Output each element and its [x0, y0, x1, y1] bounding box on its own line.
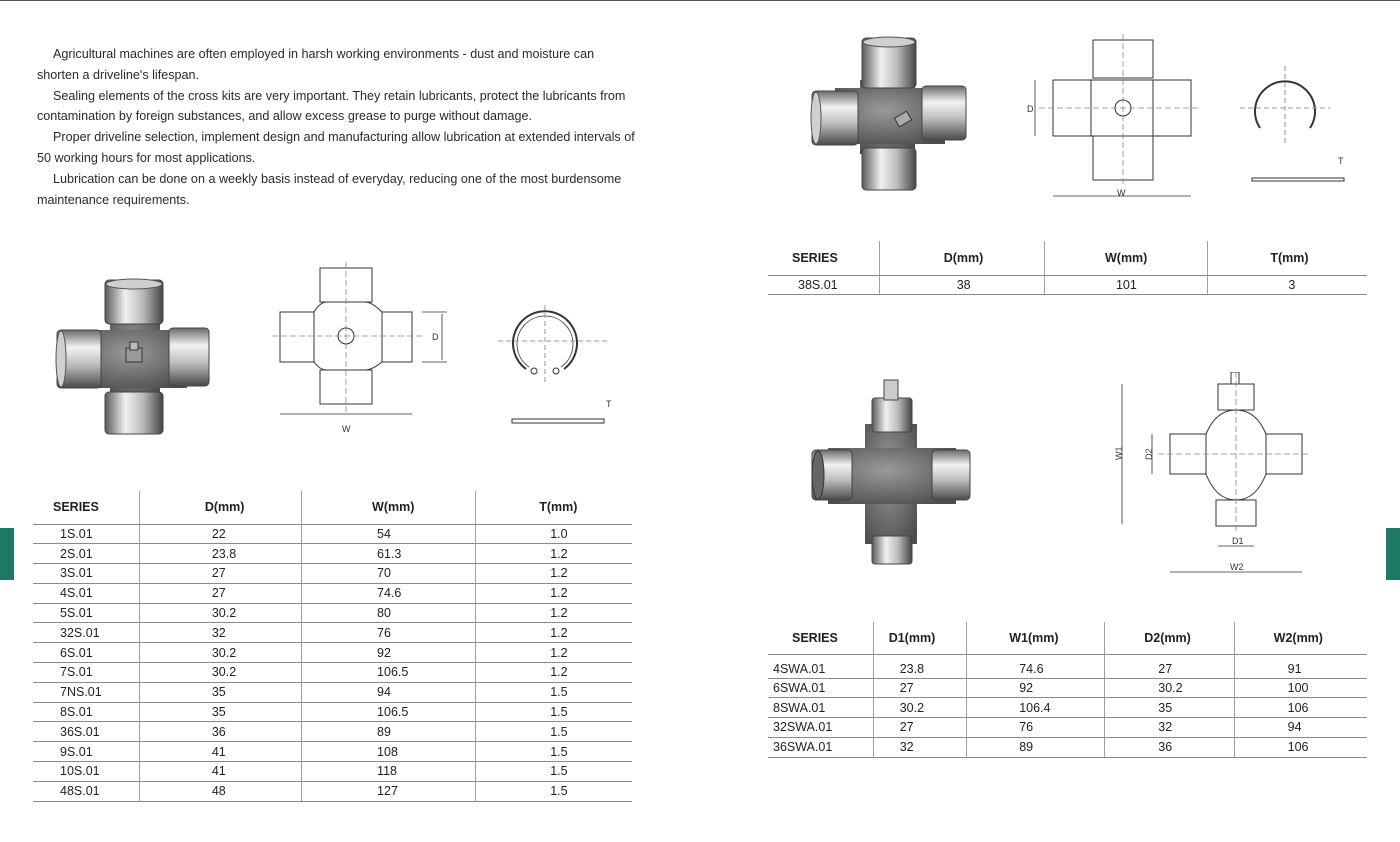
table-header-row	[33, 491, 632, 524]
table-cell: 32	[1105, 718, 1234, 738]
table-body	[33, 524, 632, 801]
table-cell: 1.5	[476, 702, 632, 722]
table-cell: 2S.01	[33, 544, 139, 564]
table-cell: 108	[302, 742, 476, 762]
table-cell: 101	[1044, 275, 1207, 295]
dim-d1-label: D1	[1232, 536, 1244, 546]
table-cell: 74.6	[302, 583, 476, 603]
table-row	[33, 702, 632, 722]
universal-joint-swa-image	[810, 378, 975, 573]
table-header-row	[768, 622, 1367, 654]
table-cell: 35	[139, 702, 301, 722]
table-row	[768, 698, 1367, 718]
table-cell: 30.2	[139, 663, 301, 683]
table-cell: 36SWA.01	[768, 737, 873, 757]
table-cell: 80	[302, 603, 476, 623]
table-cell: 1.2	[476, 564, 632, 584]
table-cell: 30.2	[1105, 678, 1234, 698]
table-cell: 106	[1234, 737, 1367, 757]
table-cell: 1.0	[476, 524, 632, 544]
dim-t-label: T	[606, 399, 612, 409]
table-cell: 106.5	[302, 702, 476, 722]
col-series: SERIES	[768, 622, 873, 654]
table-cell: 36S.01	[33, 722, 139, 742]
col-w: W(mm)	[302, 491, 476, 524]
table-cell: 61.3	[302, 544, 476, 564]
intro-paragraph: Agricultural machines are often employed in harsh working environments - dust and moisture can shorten a driveline's lifespan.	[37, 47, 595, 82]
snap-ring-38s-drawing	[1240, 66, 1360, 196]
table-cell: 48S.01	[33, 781, 139, 801]
table-row	[33, 603, 632, 623]
table-cell: 127	[302, 781, 476, 801]
col-w1: W1(mm)	[967, 622, 1105, 654]
table-cell: 32	[139, 623, 301, 643]
table-cell: 1.2	[476, 643, 632, 663]
cross-dimension-drawing	[272, 262, 462, 442]
table-row	[33, 722, 632, 742]
table-row	[33, 524, 632, 544]
col-d1: D1(mm)	[873, 622, 967, 654]
table-cell: 27	[873, 718, 967, 738]
table-cell: 41	[139, 742, 301, 762]
table-cell: 27	[1105, 654, 1234, 678]
snap-ring-drawing	[498, 305, 623, 440]
table-cell: 10S.01	[33, 762, 139, 782]
table-row	[33, 643, 632, 663]
table-cell: 6S.01	[33, 643, 139, 663]
table-cell: 8S.01	[33, 702, 139, 722]
table-cell: 5S.01	[33, 603, 139, 623]
table-cell: 92	[302, 643, 476, 663]
table-row	[33, 663, 632, 683]
table-cell: 1.5	[476, 682, 632, 702]
table-row	[768, 654, 1367, 678]
table-cell: 32SWA.01	[768, 718, 873, 738]
col-series: SERIES	[768, 241, 879, 275]
table-cell: 6SWA.01	[768, 678, 873, 698]
table-cell: 70	[302, 564, 476, 584]
table-cell: 30.2	[139, 603, 301, 623]
dim-t-label: T	[1338, 156, 1344, 166]
table-cell: 32S.01	[33, 623, 139, 643]
table-cell: 74.6	[967, 654, 1105, 678]
table-cell: 76	[967, 718, 1105, 738]
dim-w1-label: W1	[1114, 446, 1124, 460]
table-cell: 1.2	[476, 663, 632, 683]
col-w2: W2(mm)	[1234, 622, 1367, 654]
cross-38s-dimension-drawing	[1025, 34, 1200, 206]
table-cell: 54	[302, 524, 476, 544]
table-cell: 22	[139, 524, 301, 544]
table-row	[768, 737, 1367, 757]
right-page-tab	[1386, 528, 1400, 580]
table-cell: 1.5	[476, 762, 632, 782]
table-cell: 89	[302, 722, 476, 742]
table-row	[768, 678, 1367, 698]
table-cell: 23.8	[873, 654, 967, 678]
table-cell: 1.2	[476, 544, 632, 564]
table-cell: 1.5	[476, 781, 632, 801]
table-cell: 4SWA.01	[768, 654, 873, 678]
swa-dimension-drawing	[1108, 372, 1308, 578]
table-cell: 1.2	[476, 583, 632, 603]
dim-d2-label: D2	[1144, 448, 1154, 460]
table-row	[768, 275, 1367, 295]
table-cell: 89	[967, 737, 1105, 757]
dim-d-label: D	[432, 332, 439, 342]
table-row	[33, 742, 632, 762]
table-cell: 35	[139, 682, 301, 702]
table-cell: 3S.01	[33, 564, 139, 584]
dim-w-label: W	[1117, 188, 1126, 198]
swa-series-table	[768, 622, 1367, 758]
intro-paragraph: Sealing elements of the cross kits are very important. They retain lubricants, protect the lubricants from contamination by foreign substances, and allow excess grease to purge without damage.	[37, 88, 626, 124]
table-cell: 1.5	[476, 742, 632, 762]
table-cell: 1.2	[476, 623, 632, 643]
table-row	[33, 544, 632, 564]
table-cell: 30.2	[139, 643, 301, 663]
table-cell: 92	[967, 678, 1105, 698]
table-row	[33, 762, 632, 782]
table-cell: 91	[1234, 654, 1367, 678]
table-cell: 1S.01	[33, 524, 139, 544]
table-cell: 35	[1105, 698, 1234, 718]
col-series: SERIES	[33, 491, 139, 524]
table-cell: 27	[139, 583, 301, 603]
universal-joint-cross-image	[55, 278, 215, 438]
table-cell: 27	[139, 564, 301, 584]
col-d: D(mm)	[139, 491, 301, 524]
table-cell: 7NS.01	[33, 682, 139, 702]
table-cell: 27	[873, 678, 967, 698]
table-row	[768, 718, 1367, 738]
col-t: T(mm)	[476, 491, 632, 524]
table-cell: 41	[139, 762, 301, 782]
intro-text	[37, 44, 637, 210]
col-d2: D2(mm)	[1105, 622, 1234, 654]
col-w: W(mm)	[1044, 241, 1207, 275]
table-cell: 94	[1234, 718, 1367, 738]
table-cell: 8SWA.01	[768, 698, 873, 718]
col-d: D(mm)	[879, 241, 1044, 275]
table-row	[33, 564, 632, 584]
table-cell: 38	[879, 275, 1044, 295]
universal-joint-38s-image	[810, 36, 970, 196]
table-row	[33, 781, 632, 801]
table-cell: 38S.01	[768, 275, 879, 295]
table-cell: 23.8	[139, 544, 301, 564]
table-cell: 4S.01	[33, 583, 139, 603]
table-body	[768, 654, 1367, 757]
table-row	[33, 583, 632, 603]
table-row	[33, 623, 632, 643]
top-rule	[0, 0, 1400, 1]
table-cell: 7S.01	[33, 663, 139, 683]
table-cell: 36	[139, 722, 301, 742]
table-cell: 1.5	[476, 722, 632, 742]
table-cell: 32	[873, 737, 967, 757]
table-cell: 48	[139, 781, 301, 801]
table-cell: 3	[1208, 275, 1367, 295]
table-cell: 106	[1234, 698, 1367, 718]
table-cell: 118	[302, 762, 476, 782]
table-body	[768, 275, 1367, 295]
dim-w2-label: W2	[1230, 562, 1244, 572]
table-cell: 100	[1234, 678, 1367, 698]
dim-d-label: D	[1027, 104, 1034, 114]
dim-w-label: W	[342, 424, 351, 434]
table-header-row	[768, 241, 1367, 275]
col-t: T(mm)	[1208, 241, 1367, 275]
intro-paragraph: Lubrication can be done on a weekly basis instead of everyday, reducing one of the most burdensome maintenance requirements.	[37, 171, 622, 207]
38s-series-table	[768, 241, 1367, 295]
table-cell: 106.4	[967, 698, 1105, 718]
s-series-table	[33, 491, 632, 802]
table-cell: 9S.01	[33, 742, 139, 762]
table-cell: 36	[1105, 737, 1234, 757]
table-cell: 1.2	[476, 603, 632, 623]
table-cell: 76	[302, 623, 476, 643]
table-row	[33, 682, 632, 702]
table-cell: 94	[302, 682, 476, 702]
left-page-tab	[0, 528, 14, 580]
intro-paragraph: Proper driveline selection, implement design and manufacturing allow lubrication at extended intervals of 50 working hours for most applications.	[37, 130, 635, 165]
table-cell: 30.2	[873, 698, 967, 718]
table-cell: 106.5	[302, 663, 476, 683]
